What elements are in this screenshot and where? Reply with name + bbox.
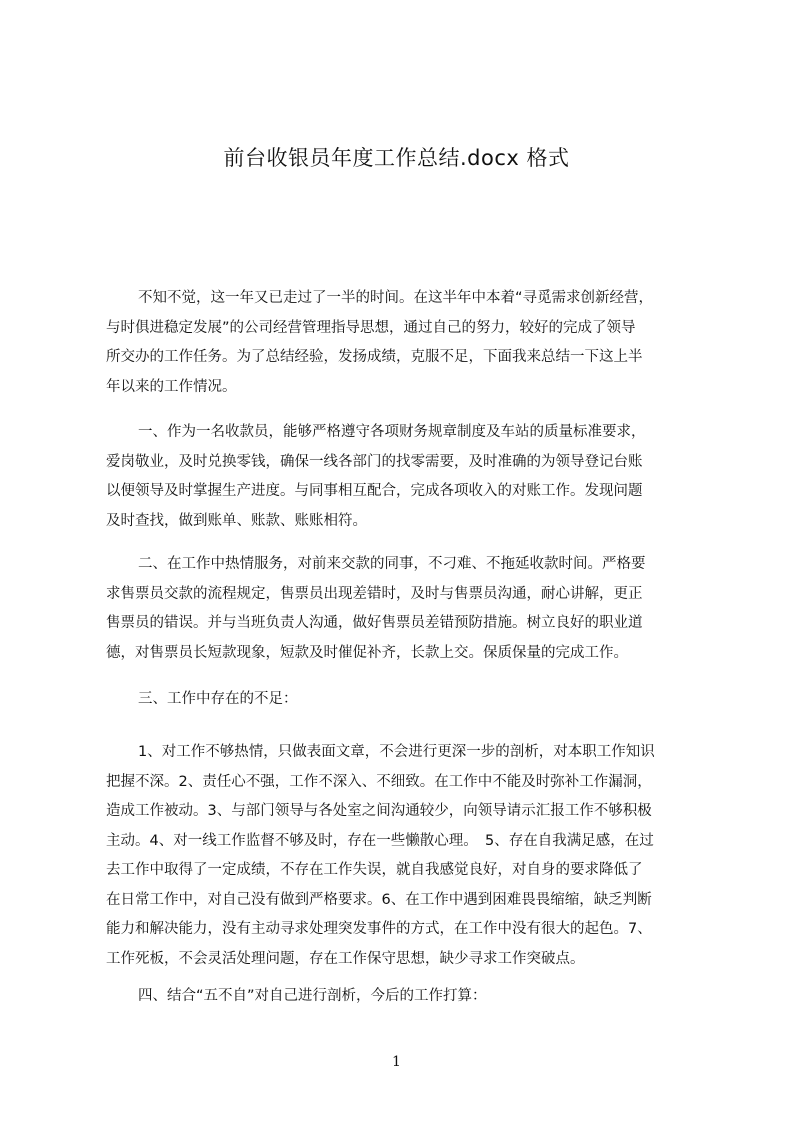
text-line: 把握不深。2、责任心不强，工作不深入、不细致。在工作中不能及时弥补工作漏洞， xyxy=(106,773,652,790)
text-line: 去工作中取得了一定成绩，不存在工作失误，就自我感觉良好，对自身的要求降低了 xyxy=(106,862,643,878)
text-line: 主动。4、对一线工作监督不够及时，存在一些懒散心理。 5、存在自我满足感，在过 xyxy=(106,832,654,849)
paragraph-intro xyxy=(106,284,702,402)
text-line: 与时俱进稳定发展”的公司经营管理指导思想，通过自己的努力，较好的完成了领导 xyxy=(106,319,636,336)
text-line: 及时查找，做到账单、账款、账账相符。 xyxy=(106,512,367,529)
text-line: 求售票员交款的流程规定，售票员出现差错时，及时与售票员沟通，耐心讲解，更正 xyxy=(106,585,643,602)
section-heading: 四、结合“五不自”对自己进行剖析，今后的工作打算： xyxy=(138,988,487,1004)
text-line: 售票员的错误。并与当班负责人沟通，做好售票员差错预防措施。树立良好的职业道 xyxy=(106,615,643,631)
text-line: 造成工作被动。3、与部门领导与各处室之间沟通较少，向领导请示汇报工作不够积极 xyxy=(106,803,652,819)
text-line: 工作死板，不会灵活处理问题，存在工作保守思想，缺少寻求工作突破点。 xyxy=(106,950,585,967)
paragraph-shortcomings xyxy=(106,738,702,974)
paragraph-section-2 xyxy=(106,550,702,668)
text-line: 以便领导及时掌握生产进度。与同事相互配合，完成各项收入的对账工作。发现问题 xyxy=(106,483,643,499)
text-line: 二、在工作中热情服务，对前来交款的同事，不刁难、不拖延收款时间。严格要 xyxy=(138,556,646,572)
text-line: 年以来的工作情况。 xyxy=(106,378,237,395)
text-line: 能力和解决能力，没有主动寻求处理突发事件的方式，在工作中没有很大的起色。7、 xyxy=(106,921,652,937)
text-line: 一、作为一名收款员，能够严格遵守各项财务规章制度及车站的质量标准要求， xyxy=(138,424,646,440)
paragraph-section-3-heading xyxy=(106,685,702,715)
text-line: 所交办的工作任务。为了总结经验，发扬成绩，克服不足，下面我来总结一下这上半 xyxy=(106,349,643,365)
paragraph-section-4-heading xyxy=(106,982,702,1012)
document-title: 前台收银员年度工作总结.docx 格式 xyxy=(223,146,570,170)
text-line: 德，对售票员长短款现象，短款及时催促补齐，长款上交。保质保量的完成工作。 xyxy=(106,644,628,661)
text-line: 在日常工作中，对自己没有做到严格要求。6、在工作中遇到困难畏畏缩缩，缺乏判断 xyxy=(106,891,652,908)
section-heading: 三、工作中存在的不足： xyxy=(138,691,298,707)
paragraph-section-1 xyxy=(106,418,702,536)
text-line: 爱岗敬业，及时兑换零钱，确保一线各部门的找零需要，及时准确的为领导登记台账 xyxy=(106,453,643,470)
text-line: 不知不觉，这一年又已走过了一半的时间。在这半年中本着“寻觅需求创新经营， xyxy=(138,290,654,306)
page-number: 1 xyxy=(392,1054,401,1070)
text-line: 1、对工作不够热情，只做表面文章，不会进行更深一步的剖析，对本职工作知识 xyxy=(138,744,655,760)
